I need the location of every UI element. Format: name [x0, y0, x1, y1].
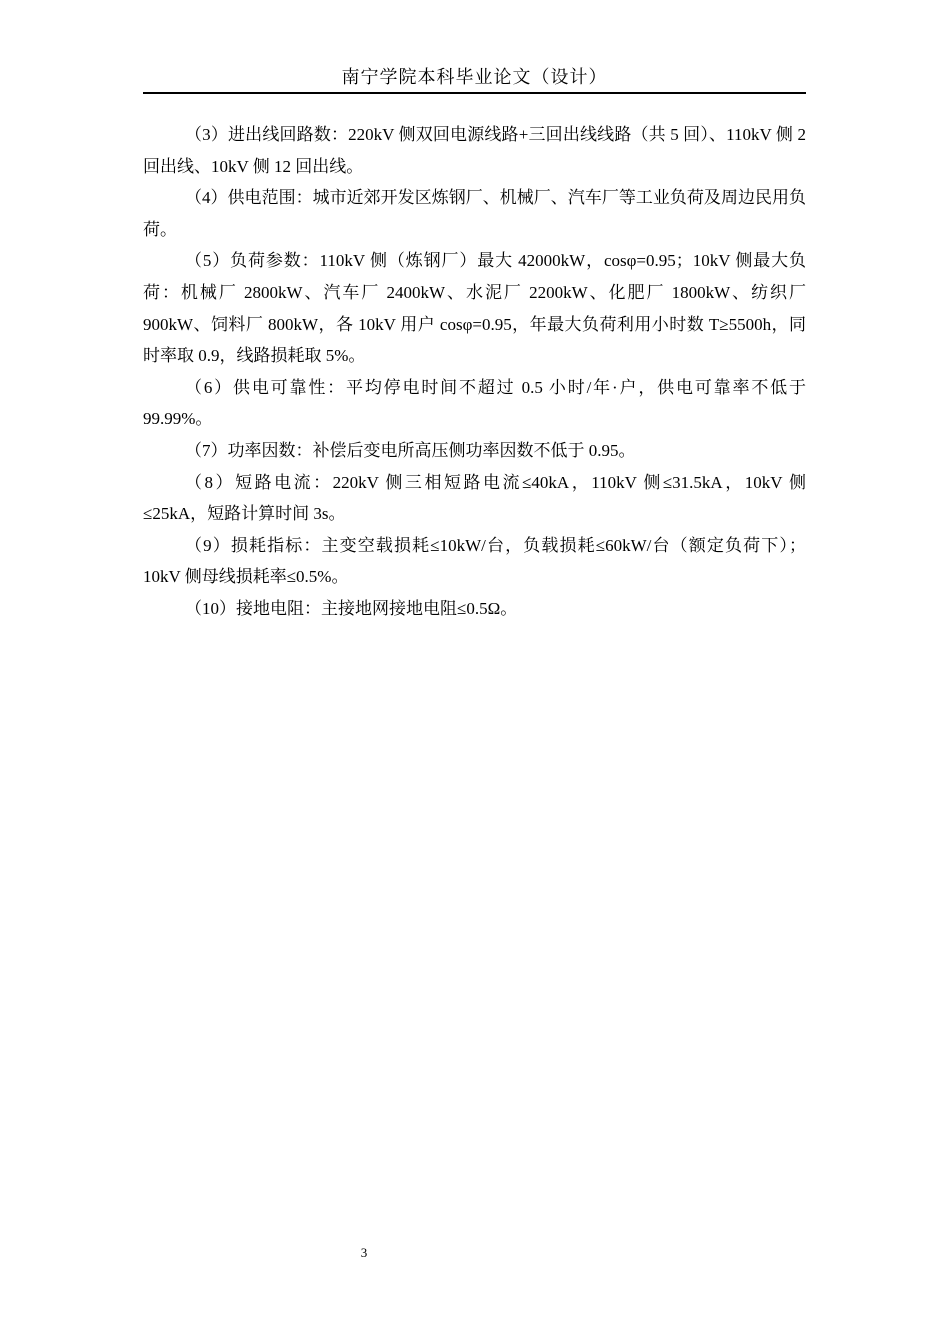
paragraph-reliability: （6）供电可靠性：平均停电时间不超过 0.5 小时/年·户，供电可靠率不低于 99.99%。 — [143, 377, 806, 429]
paragraph-power-factor: （7）功率因数：补偿后变电所高压侧功率因数不低于 0.95。 — [185, 440, 636, 460]
paragraph-loss-index: （9）损耗指标：主变空载损耗≤10kW/台，负载损耗≤60kW/台（额定负荷下）；10kV 侧母线损耗率≤0.5%。 — [143, 535, 806, 587]
page-header-title: 南宁学院本科毕业论文（设计） — [341, 67, 608, 87]
paragraph-short-circuit: （8）短路电流：220kV 侧三相短路电流≤40kA，110kV 侧≤31.5kA，10kV 侧≤25kA，短路计算时间 3s。 — [143, 472, 806, 524]
header-divider — [143, 92, 806, 94]
document-body — [143, 119, 806, 625]
paragraph-supply-area: （4）供电范围：城市近郊开发区炼钢厂、机械厂、汽车厂等工业负荷及周边民用负荷。 — [143, 188, 806, 239]
paragraph-load-parameters: （5）负荷参数：110kV 侧（炼钢厂）最大 42000kW，cosφ=0.95；10kV 侧最大负荷：机械厂 2800kW、汽车厂 2400kW、水泥厂 2200kW、化肥厂 1800kW、纺织厂 900kW、饲料厂 800kW，各 10kV 用户 cosφ=0.95，年最大负荷利用小时数 T≥5500h，同时率取 0.9，线路损耗取 5%。 — [143, 251, 806, 366]
paragraph-grounding: （10）接地电阻：主接地网接地电阻≤0.5Ω。 — [185, 598, 518, 618]
paragraph-circuit-count: （3）进出线回路数：220kV 侧双回电源线路+三回出线线路（共 5 回）、110kV 侧 2 回出线、10kV 侧 12 回出线。 — [143, 125, 806, 176]
page-number: 3 — [360, 1245, 368, 1260]
